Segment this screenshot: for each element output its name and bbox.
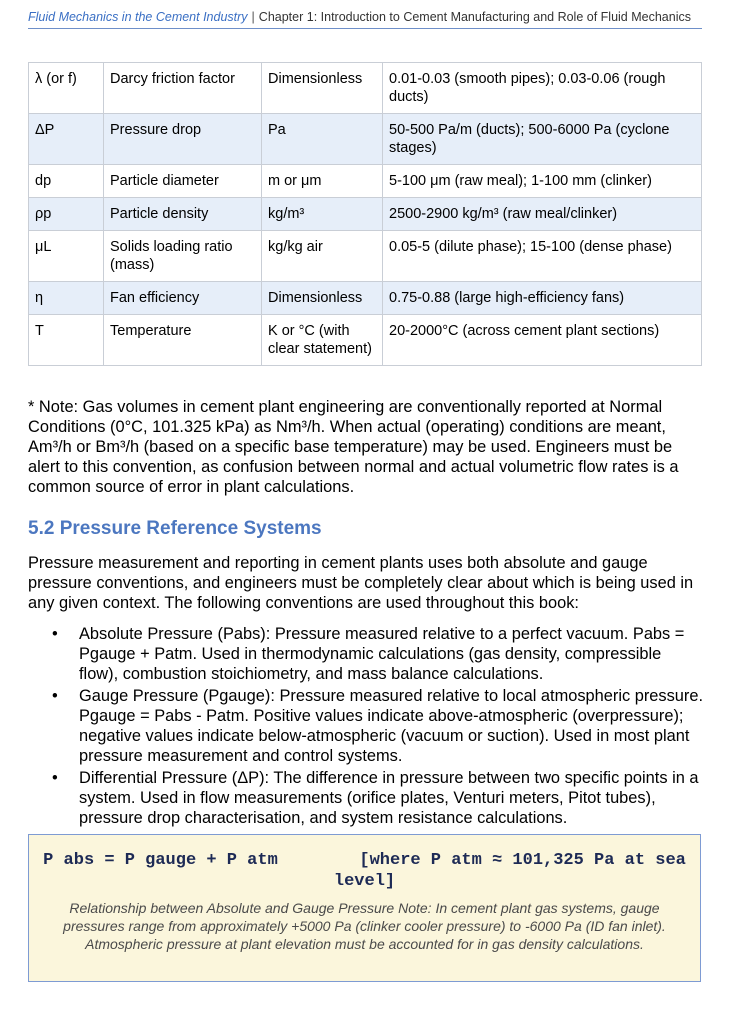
symbol-cell: η: [29, 282, 104, 315]
unit-cell: Pa: [262, 114, 383, 165]
range-cell: 5-100 μm (raw meal); 1-100 mm (clinker): [383, 165, 702, 198]
list-item-text: Absolute Pressure (Pabs): Pressure measured relative to a perfect vacuum. Pabs = Pgauge + Patm. Used in thermodynamic calculations (gas density, compressible flow), combustion stoichiometry, and mass balance calculations.: [79, 625, 685, 683]
symbol-cell: ΔP: [29, 114, 104, 165]
unit-cell: K or °C (with clear statement): [262, 315, 383, 366]
equation-caption: Relationship between Absolute and Gauge Pressure Note: In cement plant gas systems, gauge pressures range from approximately +5000 Pa (clinker cooler pressure) to -6000 Pa (ID fan inlet). Atmospheric pressure at plant elevation must be accounted for in gas density calculations.: [63, 900, 666, 952]
unit-cell: Dimensionless: [262, 282, 383, 315]
bullet-icon: •: [52, 625, 58, 643]
table-row: [29, 231, 702, 282]
parameter-table: [28, 62, 702, 366]
parameter-cell: Particle diameter: [104, 165, 262, 198]
running-header: [28, 9, 702, 29]
symbol-cell: T: [29, 315, 104, 366]
range-cell: 0.75-0.88 (large high-efficiency fans): [383, 282, 702, 315]
bullet-icon: •: [52, 687, 58, 705]
parameter-cell: Pressure drop: [104, 114, 262, 165]
parameter-cell: Darcy friction factor: [104, 63, 262, 114]
table-row: [29, 198, 702, 231]
equation-box: [28, 834, 701, 982]
unit-cell: Dimensionless: [262, 63, 383, 114]
unit-cell: m or μm: [262, 165, 383, 198]
parameter-cell: Particle density: [104, 198, 262, 231]
book-title: Fluid Mechanics in the Cement Industry: [28, 10, 248, 24]
range-cell: 0.01-0.03 (smooth pipes); 0.03-0.06 (rough ducts): [383, 63, 702, 114]
header-separator: |: [251, 10, 255, 24]
pressure-equation: P abs = P gauge + P atm [where P atm ≈ 101,325 Pa at sea level]: [43, 851, 697, 891]
unit-cell: kg/m³: [262, 198, 383, 231]
parameter-cell: Solids loading ratio (mass): [104, 231, 262, 282]
pressure-convention-list: [28, 624, 704, 830]
symbol-cell: μL: [29, 231, 104, 282]
list-item: [28, 768, 704, 828]
parameter-cell: Fan efficiency: [104, 282, 262, 315]
unit-cell: kg/kg air: [262, 231, 383, 282]
table-row: [29, 165, 702, 198]
volume-convention-note: * Note: Gas volumes in cement plant engineering are conventionally reported at Normal Conditions (0°C, 101.325 kPa) as Nm³/h. When actual (operating) conditions are meant, Am³/h or Bm³/h (based on a specific base temperature) may be used. Engineers must be alert to this convention, as confusion between normal and actual volumetric flow rates is a common source of error in plant calculations.: [28, 398, 679, 496]
table-row: [29, 63, 702, 114]
range-cell: 50-500 Pa/m (ducts); 500-6000 Pa (cyclone stages): [383, 114, 702, 165]
list-item-text: Gauge Pressure (Pgauge): Pressure measured relative to local atmospheric pressure. Pgauge = Pabs - Patm. Positive values indicate above-atmospheric (overpressure); negative values indicate below-atmospheric (vacuum or suction). Used in most plant pressure measurement and control systems.: [79, 687, 704, 765]
chapter-title: Chapter 1: Introduction to Cement Manufacturing and Role of Fluid Mechanics: [258, 10, 691, 24]
bullet-icon: •: [52, 769, 58, 787]
range-cell: 20-2000°C (across cement plant sections): [383, 315, 702, 366]
list-item-text: Differential Pressure (ΔP): The difference in pressure between two specific points in a system. Used in flow measurements (orifice plates, Venturi meters, Pitot tubes), pressure drop characterisation, and system resistance calculations.: [79, 769, 699, 827]
section-heading: 5.2 Pressure Reference Systems: [28, 518, 322, 539]
table-row: [29, 315, 702, 366]
symbol-cell: ρp: [29, 198, 104, 231]
symbol-cell: dp: [29, 165, 104, 198]
range-cell: 0.05-5 (dilute phase); 15-100 (dense phase): [383, 231, 702, 282]
list-item: [28, 624, 704, 684]
table-row: [29, 282, 702, 315]
list-item: [28, 686, 704, 766]
symbol-cell: λ (or f): [29, 63, 104, 114]
parameter-cell: Temperature: [104, 315, 262, 366]
section-intro: Pressure measurement and reporting in cement plants uses both absolute and gauge pressure conventions, and engineers must be completely clear about which is being used in any given context. The following conventions are used throughout this book:: [28, 554, 694, 612]
table-row: [29, 114, 702, 165]
range-cell: 2500-2900 kg/m³ (raw meal/clinker): [383, 198, 702, 231]
